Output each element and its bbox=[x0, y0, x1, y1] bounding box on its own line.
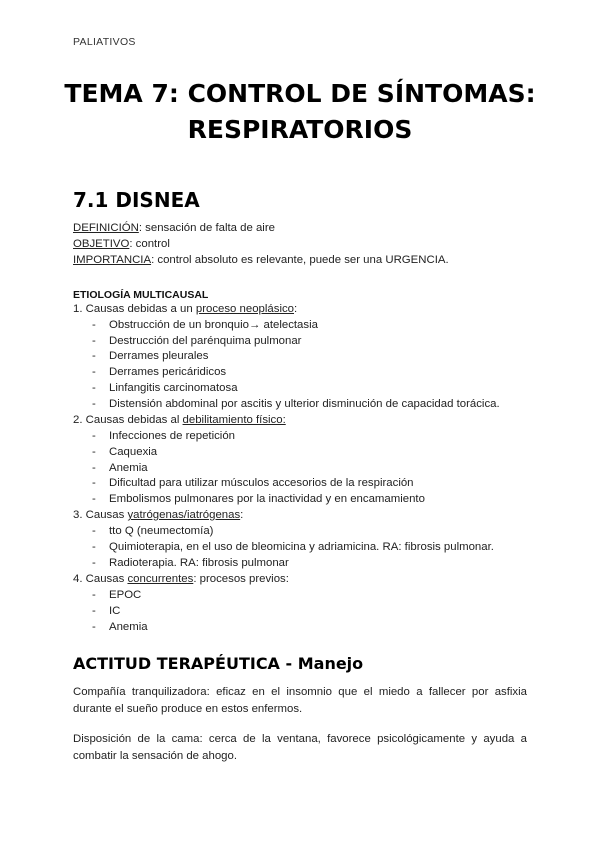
item-text: Distensión abdominal por ascitis y ulterior disminución de capacidad torácica. bbox=[109, 398, 500, 410]
item-text: Quimioterapia, en el uso de bleomicina y adriamicina. RA: fibrosis pulmonar. bbox=[109, 541, 494, 553]
item-text: Infecciones de repetición bbox=[109, 430, 236, 442]
cause-term: proceso neoplásico bbox=[195, 303, 295, 315]
cause-group-1 bbox=[73, 302, 297, 317]
list-item bbox=[92, 620, 148, 635]
page-title bbox=[40, 76, 560, 148]
cause-term: yatrógenas/iatrógenas bbox=[127, 509, 241, 521]
dash: - bbox=[92, 477, 96, 489]
dash: - bbox=[92, 557, 96, 569]
item-text: EPOC bbox=[109, 589, 142, 601]
cause-prefix: 3. Causas bbox=[73, 509, 128, 521]
list-item bbox=[92, 381, 238, 396]
importance-text: : control absoluto es relevante, puede ser una URGENCIA. bbox=[151, 254, 449, 266]
list-item bbox=[92, 492, 425, 507]
cause-prefix: 4. Causas bbox=[73, 573, 128, 585]
definition-text: : sensación de falta de aire bbox=[138, 222, 275, 234]
list-item bbox=[92, 604, 120, 619]
cause-term: concurrentes bbox=[127, 573, 194, 585]
item-text: Destrucción del parénquima pulmonar bbox=[109, 335, 302, 347]
objective-text: : control bbox=[129, 238, 170, 250]
list-item bbox=[92, 334, 301, 349]
definition-line bbox=[73, 221, 275, 236]
dash: - bbox=[92, 366, 96, 378]
subsection-heading: ACTITUD TERAPÉUTICA - Manejo bbox=[73, 654, 364, 673]
cause-term: debilitamiento físico: bbox=[182, 414, 286, 426]
item-text: Dificultad para utilizar músculos accesorios de la respiración bbox=[109, 477, 414, 489]
list-item bbox=[92, 349, 208, 364]
dash: - bbox=[92, 398, 96, 410]
dash: - bbox=[92, 525, 96, 537]
dash: - bbox=[92, 541, 96, 553]
dash: - bbox=[92, 430, 96, 442]
list-item bbox=[92, 556, 289, 571]
dash: - bbox=[92, 382, 96, 394]
list-item bbox=[92, 524, 213, 539]
objective-line bbox=[73, 237, 170, 252]
item-text: IC bbox=[109, 605, 121, 617]
item-text: Derrames pericáridicos bbox=[109, 366, 227, 378]
dash: - bbox=[92, 319, 96, 331]
item-text: Linfangitis carcinomatosa bbox=[109, 382, 238, 394]
dash: - bbox=[92, 335, 96, 347]
definition-term: DEFINICIÓN bbox=[73, 222, 139, 234]
cause-prefix: 2. Causas debidas al bbox=[73, 414, 183, 426]
list-item bbox=[92, 588, 141, 603]
dash: - bbox=[92, 446, 96, 458]
objective-term: OBJETIVO bbox=[73, 238, 130, 250]
item-text: Anemia bbox=[109, 462, 148, 474]
list-item bbox=[92, 397, 500, 412]
title-line-2: RESPIRATORIOS bbox=[187, 115, 413, 144]
item-text: Anemia bbox=[109, 621, 148, 633]
importance-term: IMPORTANCIA bbox=[73, 254, 152, 266]
item-text: Caquexia bbox=[109, 446, 158, 458]
list-item bbox=[92, 461, 148, 476]
cause-prefix: 1. Causas debidas a un bbox=[73, 303, 196, 315]
item-text: Embolismos pulmonares por la inactividad y en encamamiento bbox=[109, 493, 425, 505]
dash: - bbox=[92, 493, 96, 505]
dash: - bbox=[92, 350, 96, 362]
section-heading: 7.1 DISNEA bbox=[73, 188, 200, 212]
item-text: Obstrucción de un bronquio→ atelectasia bbox=[109, 319, 318, 331]
paragraph-compania: Compañía tranquilizadora: eficaz en el insomnio que el miedo a fallecer por asfixia durante el sueño produce en estos enfermos. bbox=[73, 686, 527, 715]
title-line-1: TEMA 7: CONTROL DE SÍNTOMAS: bbox=[64, 79, 536, 108]
list-item bbox=[92, 476, 414, 491]
cause-suffix: : bbox=[294, 303, 298, 315]
cause-group-3 bbox=[73, 508, 243, 523]
dash: - bbox=[92, 621, 96, 633]
list-item bbox=[92, 365, 226, 380]
cause-group-4 bbox=[73, 572, 289, 587]
item-text: tto Q (neumectomía) bbox=[109, 525, 214, 537]
cause-group-2 bbox=[73, 413, 286, 428]
importance-line bbox=[73, 253, 449, 268]
paragraph-cama: Disposición de la cama: cerca de la ventana, favorece psicológicamente y ayuda a combatir la sensación de ahogo. bbox=[73, 733, 527, 762]
list-item bbox=[92, 318, 318, 333]
running-header: PALIATIVOS bbox=[73, 36, 136, 48]
item-text: Radioterapia. RA: fibrosis pulmonar bbox=[109, 557, 289, 569]
cause-suffix: : bbox=[240, 509, 244, 521]
dash: - bbox=[92, 462, 96, 474]
etiology-heading: ETIOLOGÍA MULTICAUSAL bbox=[73, 289, 209, 301]
item-text: Derrames pleurales bbox=[109, 350, 209, 362]
list-item bbox=[92, 429, 235, 444]
list-item bbox=[92, 540, 494, 555]
cause-suffix: : procesos previos: bbox=[193, 573, 289, 585]
list-item bbox=[92, 445, 157, 460]
dash: - bbox=[92, 589, 96, 601]
dash: - bbox=[92, 605, 96, 617]
